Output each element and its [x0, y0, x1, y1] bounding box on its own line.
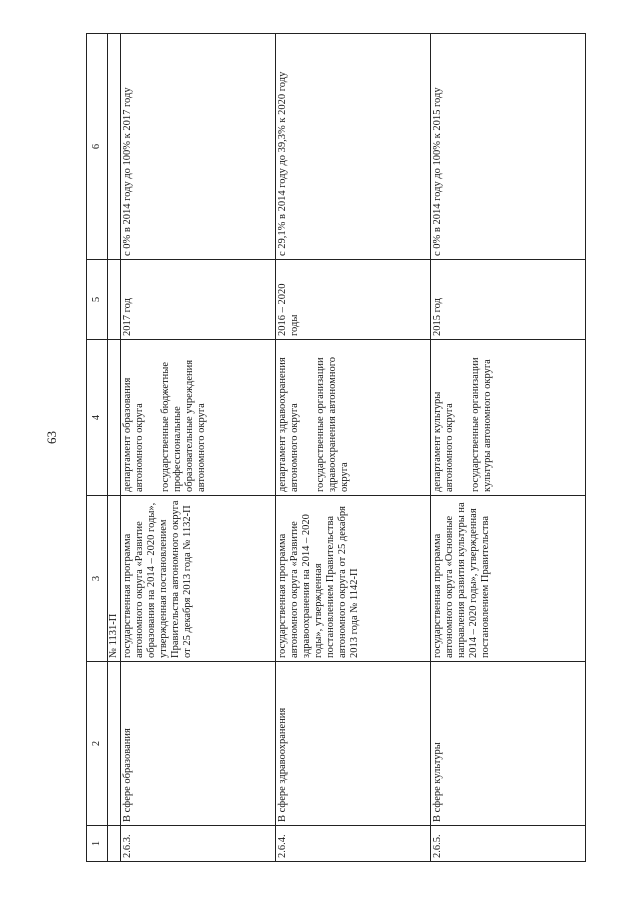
cell-value: с 0% в 2014 году до 100% к 2015 году	[431, 34, 586, 260]
executor-department: департамент здравоохранения автономного округа	[277, 357, 301, 492]
page-number: 63	[44, 431, 59, 444]
column-number: 6	[87, 34, 108, 260]
cell-empty	[108, 260, 121, 340]
cell-empty	[108, 662, 121, 826]
measures-table	[86, 33, 586, 862]
column-number: 5	[87, 260, 108, 340]
cell-sphere: В сфере культуры	[431, 662, 586, 826]
cell-number: 2.6.4.	[276, 826, 431, 862]
executor-department: департамент образования автономного округа	[122, 377, 146, 492]
column-number: 4	[87, 340, 108, 496]
column-number: 1	[87, 826, 108, 862]
cell-executors	[431, 340, 586, 496]
cell-number: 2.6.3.	[121, 826, 276, 862]
cell-program: государственная программа автономного округа «Развитие образования на 2014 – 2020 годы», утвержденная постановлением Правительства автономного округа от 25 декабря 2013 года № 1132-П	[121, 496, 276, 662]
cell-program: государственная программа автономного округа «Развитие здравоохранения на 2014 – 2020 годы», утвержденная постановлением Правительства автономного округа от 25 декабря 2013 года № 1142-П	[276, 496, 431, 662]
cell-empty	[108, 340, 121, 496]
cell-program: государственная программа автономного округа «Основные направления развития культуры на 2014 – 2020 годы», утвержденная постановлением Правительства	[431, 496, 586, 662]
executor-organizations: государственные организации культуры автономного округа	[470, 357, 494, 492]
column-number: 3	[87, 496, 108, 662]
table-row	[276, 34, 431, 862]
cell-empty	[108, 34, 121, 260]
cell-continued-program: № 1131-П	[108, 496, 121, 662]
cell-period: 2016 – 2020 годы	[276, 260, 431, 340]
table-row	[431, 34, 586, 862]
continuation-row	[108, 34, 121, 862]
column-number: 2	[87, 662, 108, 826]
cell-empty	[108, 826, 121, 862]
cell-period: 2015 год	[431, 260, 586, 340]
cell-value: с 29,1% в 2014 году до 39,3% к 2020 году	[276, 34, 431, 260]
cell-value: с 0% в 2014 году до 100% к 2017 году	[121, 34, 276, 260]
executor-department: департамент культуры автономного округа	[432, 391, 456, 492]
cell-sphere: В сфере образования	[121, 662, 276, 826]
cell-period: 2017 год	[121, 260, 276, 340]
executor-organizations: государственные организации здравоохранения автономного округа	[315, 356, 351, 492]
table-row	[121, 34, 276, 862]
cell-executors	[276, 340, 431, 496]
landscape-sheet	[86, 34, 591, 862]
cell-executors	[121, 340, 276, 496]
cell-number: 2.6.5.	[431, 826, 586, 862]
cell-sphere: В сфере здравоохранения	[276, 662, 431, 826]
column-number-row	[87, 34, 108, 862]
executor-organizations: государственные бюджетные профессиональные образовательные учреждения автономного округа	[160, 359, 208, 492]
